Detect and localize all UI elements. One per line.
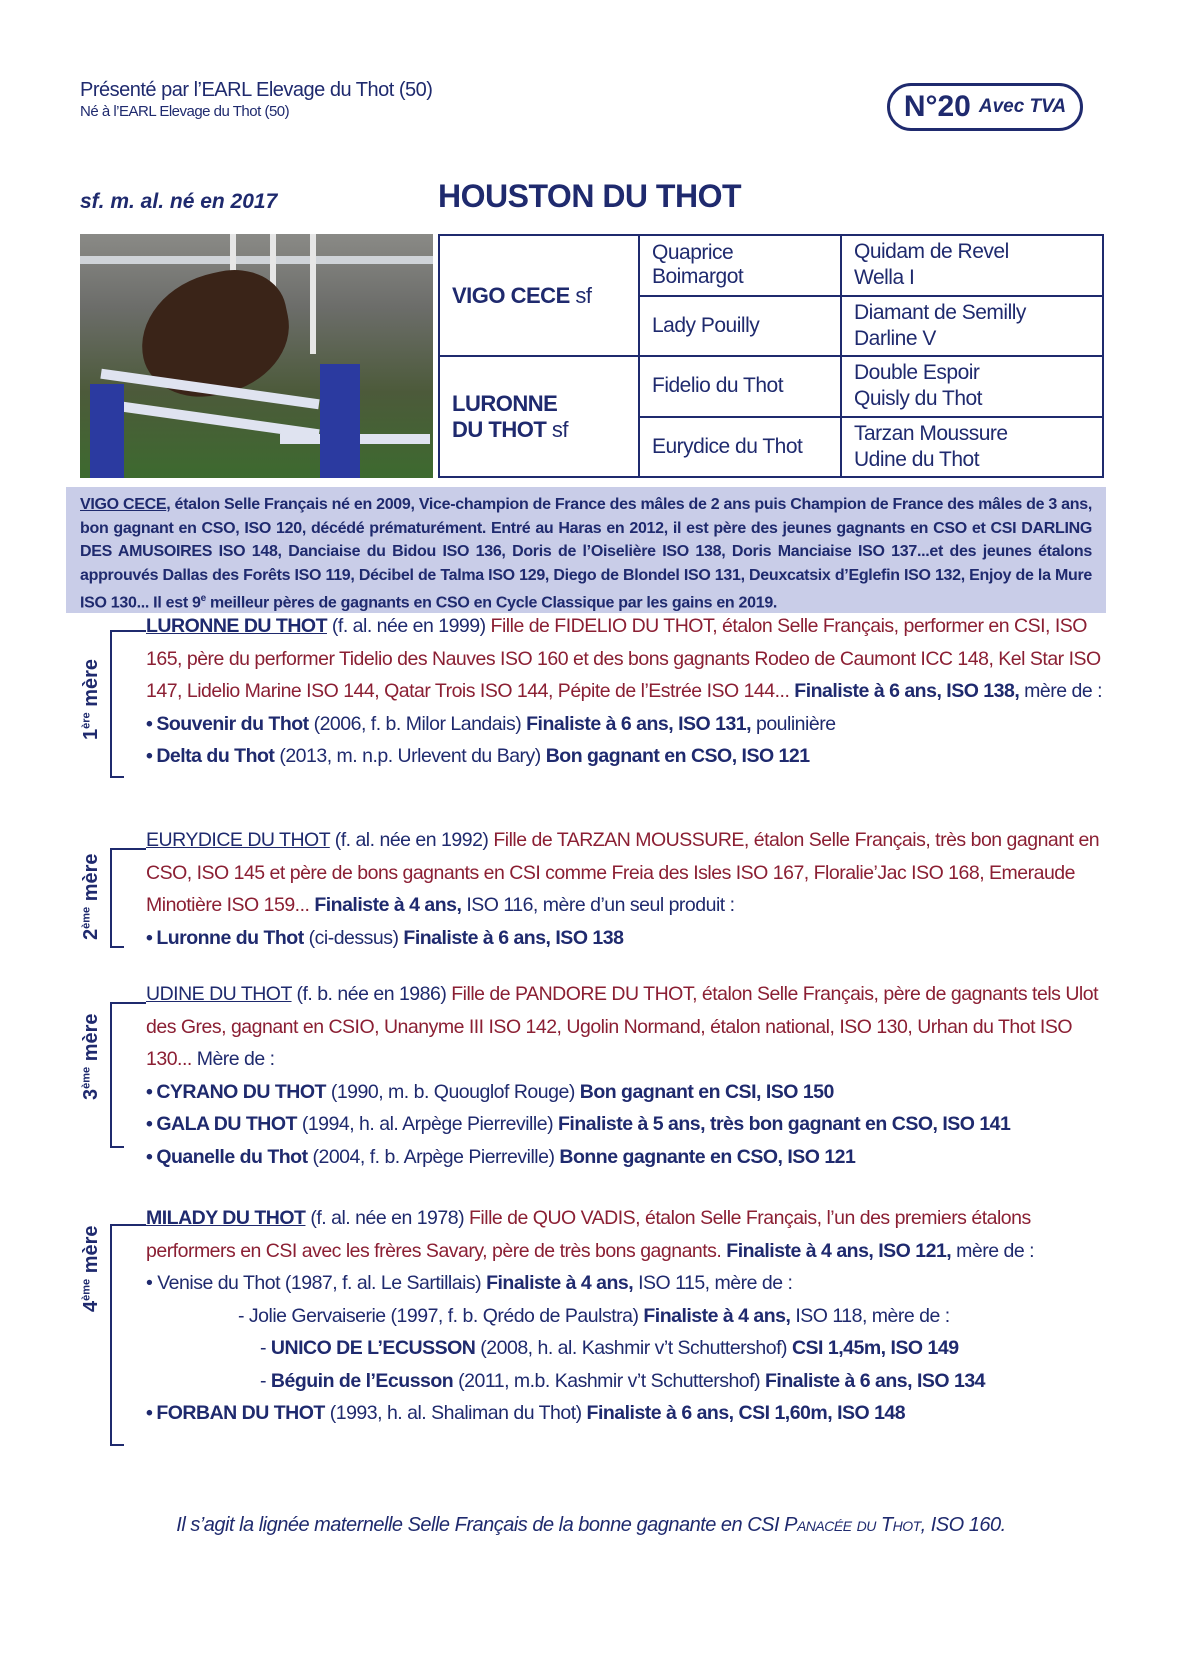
dam-sire-parents: Double Espoir Quisly du Thot [841, 356, 1103, 417]
sire-cell: VIGO CECE sf [439, 235, 639, 356]
list-item: • CYRANO DU THOT (1990, m. b. Quouglof Rouge) Bon gagnant en CSI, ISO 150 [146, 1076, 1106, 1109]
sire-dam: Lady Pouilly [639, 296, 841, 357]
sire-dam-parents: Diamant de Semilly Darline V [841, 296, 1103, 357]
list-item: • Quanelle du Thot (2004, f. b. Arpège Pierreville) Bonne gagnante en CSO, ISO 121 [146, 1141, 1106, 1174]
bracket-g2 [110, 848, 112, 948]
lot-badge [887, 83, 1083, 131]
header-left [80, 78, 432, 122]
list-item: - Jolie Gervaiserie (1997, f. b. Qrédo de Paulstra) Finaliste à 4 ans, ISO 118, mère de : [238, 1304, 950, 1327]
horse-meta: sf. m. al. né en 2017 [80, 190, 278, 213]
list-item: • FORBAN DU THOT (1993, h. al. Shaliman du Thot) Finaliste à 6 ans, CSI 1,60m, ISO 148 [146, 1397, 1106, 1430]
list-item: • Souvenir du Thot (2006, f. b. Milor Landais) Finaliste à 6 ans, ISO 131, poulinière [146, 708, 1106, 741]
lot-vat: Avec TVA [978, 96, 1067, 117]
gen-label-2: 2ème mère [80, 853, 102, 940]
sire-sire: Quaprice Boimargot [639, 235, 841, 296]
horse-name: HOUSTON DU THOT [438, 178, 742, 214]
pedigree-table [438, 234, 1104, 478]
bracket-g3 [110, 1002, 112, 1148]
dam-dam-parents: Tarzan Moussure Udine du Thot [841, 417, 1103, 478]
footer-note: Il s’agit la lignée maternelle Selle Français de la bonne gagnante en CSI Panacée du Thot, ISO 160. [176, 1514, 1006, 1536]
sire-sire-parents: Quidam de Revel Wella I [841, 235, 1103, 296]
list-item: • GALA DU THOT (1994, h. al. Arpège Pierreville) Finaliste à 5 ans, très bon gagnant en CSO, ISO 141 [146, 1108, 1106, 1141]
gen-label-3: 3ème mère [80, 1013, 102, 1100]
gen-label-1: 1ère mère [80, 658, 102, 740]
dam-dam: Eurydice du Thot [639, 417, 841, 478]
list-item: - Béguin de l’Ecusson (2011, m.b. Kashmir v’t Schuttershof) Finaliste à 6 ans, ISO 134 [260, 1369, 986, 1392]
horse-photo [80, 234, 433, 478]
gen-label-4: 4ème mère [80, 1225, 102, 1312]
sire-note: VIGO CECE, étalon Selle Français né en 2009, Vice-champion de France des mâles de 2 ans puis Champion de France des mâles de 3 ans, bon gagnant en CSO, ISO 120, décédé prématurément. Entré au Haras en 2012, il est père des jeunes gagnants en CSO et CSI DARLING DES AMUSOIRES ISO 148, Danciaise du Bidou ISO 136, Doris de l’Oiselière ISO 138, Doris Manciaise ISO 137...et des jeunes étalons approuvés Dallas des Forêts ISO 119, Décibel de Talma ISO 129, Diego de Blondel ISO 131, Deuxcatsix d’Eglefin ISO 132, Enjoy de la Mure ISO 130... Il est 9e meilleur pères de gagnants en CSO en Cycle Classique par les gains en 2019. [66, 487, 1106, 613]
presented-by: Présenté par l’EARL Elevage du Thot (50) [80, 79, 433, 101]
mare-3: UDINE DU THOT (f. b. née en 1986) Fille de PANDORE DU THOT, étalon Selle Français, père de gagnants tels Ulot des Gres, gagnant en CSIO, Unanyme III ISO 142, Ugolin Normand, étalon national, ISO 130, Urhan du Thot ISO 130... Mère de : • CYRANO DU THOT (1990, m. b. Quouglof Rouge) Bon gagnant en CSI, ISO 150 • GALA DU THOT (1994, h. al. Arpège Pierreville) Finaliste à 5 ans, très bon gagnant en CSO, ISO 141 • Quanelle du Thot (2004, f. b. Arpège Pierreville) Bonne gagnante en CSO, ISO 121 [146, 978, 1106, 1173]
born-at: Né à l’EARL Elevage du Thot (50) [80, 103, 290, 120]
list-item: • Delta du Thot (2013, m. n.p. Urlevent du Bary) Bon gagnant en CSO, ISO 121 [146, 740, 1106, 773]
bracket-g4 [110, 1224, 112, 1446]
mare-4: MILADY DU THOT (f. al. née en 1978) Fille de QUO VADIS, étalon Selle Français, l’un des premiers étalons performers en CSI avec les frères Savary, père de très bons gagnants. Finaliste à 4 ans, ISO 121, mère de : • Venise du Thot (1987, f. al. Le Sartillais) Finaliste à 4 ans, ISO 115, mère de : - Jolie Gervaiserie (1997, f. b. Qrédo de Paulstra) Finaliste à 4 ans, ISO 118, mère de : - UNICO DE L’ECUSSON (2008, h. al. Kashmir v’t Schuttershof) CSI 1,45m, ISO 149 - Béguin de l’Ecusson (2011, m.b. Kashmir v’t Schuttershof) Finaliste à 6 ans, ISO 134 • FORBAN DU THOT (1993, h. al. Shaliman du Thot) Finaliste à 6 ans, CSI 1,60m, ISO 148 [146, 1202, 1106, 1430]
list-item: - UNICO DE L’ECUSSON (2008, h. al. Kashmir v’t Schuttershof) CSI 1,45m, ISO 149 [260, 1337, 959, 1359]
bracket-g1 [110, 630, 112, 778]
dam-sire: Fidelio du Thot [639, 356, 841, 417]
mare-1: LURONNE DU THOT (f. al. née en 1999) Fille de FIDELIO DU THOT, étalon Selle Français, performer en CSI, ISO 165, père du performer Tidelio des Nauves ISO 160 et des bons gagnants Rodeo de Caumont ICC 148, Kel Star ISO 147, Lidelio Marine ISO 144, Qatar Trois ISO 144, Pépite de l’Estrée ISO 144... Finaliste à 6 ans, ISO 138, mère de : • Souvenir du Thot (2006, f. b. Milor Landais) Finaliste à 6 ans, ISO 131, poulinière • Delta du Thot (2013, m. n.p. Urlevent du Bary) Bon gagnant en CSO, ISO 121 [146, 610, 1106, 773]
dam-cell: LURONNE DU THOT sf [439, 356, 639, 477]
list-item: • Luronne du Thot (ci-dessus) Finaliste à 6 ans, ISO 138 [146, 922, 1106, 955]
lot-number: N°20 [903, 90, 971, 123]
list-item: • Venise du Thot (1987, f. al. Le Sartillais) Finaliste à 4 ans, ISO 115, mère de : [146, 1272, 793, 1294]
mare-2: EURYDICE DU THOT (f. al. née en 1992) Fille de TARZAN MOUSSURE, étalon Selle Français, très bon gagnant en CSO, ISO 145 et père de bons gagnants en CSI comme Freia des Isles ISO 167, Floralie’Jac ISO 168, Emeraude Minotière ISO 159... Finaliste à 4 ans, ISO 116, mère d’un seul produit : • Luronne du Thot (ci-dessus) Finaliste à 6 ans, ISO 138 [146, 824, 1106, 954]
